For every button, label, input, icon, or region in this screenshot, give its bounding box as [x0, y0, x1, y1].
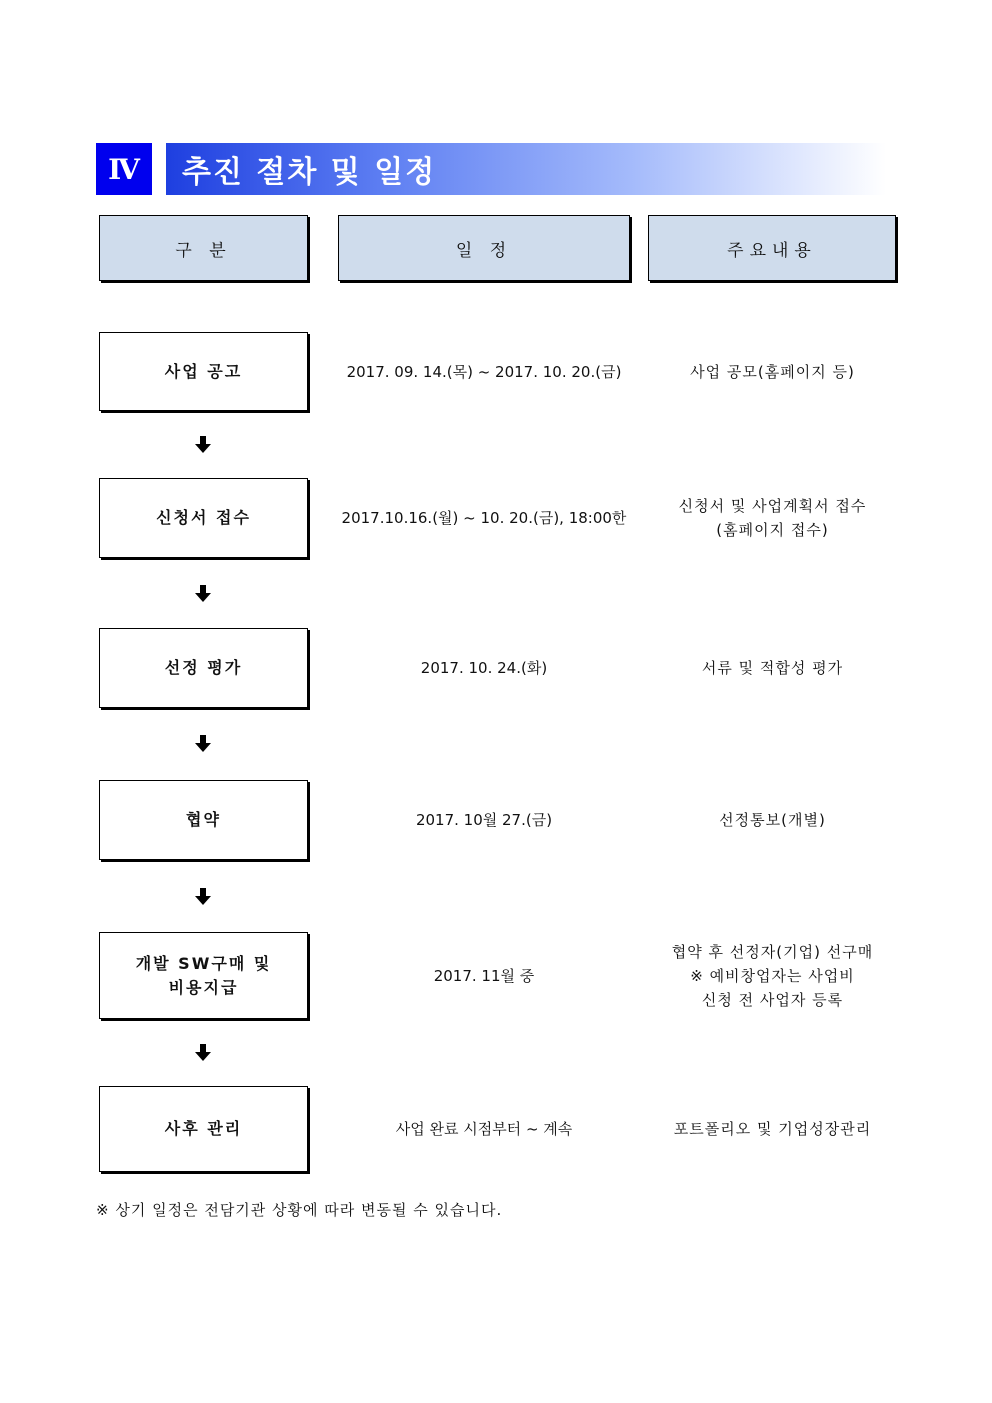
schedule-followup: 사업 완료 시점부터 ~ 계속 [395, 1120, 573, 1138]
down-arrow-icon [194, 436, 212, 454]
footnote: ※ 상기 일정은 전담기관 상황에 따라 변동될 수 있습니다. [96, 1201, 503, 1219]
header-schedule: 일 정 [338, 215, 630, 281]
schedule-evaluation: 2017. 10. 24.(화) [420, 659, 548, 677]
down-arrow-icon [194, 888, 212, 906]
step-box-application: 신청서 접수 [99, 478, 308, 558]
schedule-announcement: 2017. 09. 14.(목) ~ 2017. 10. 20.(금) [346, 362, 622, 381]
step-box-purchase: 개발 SW구매 및 비용지급 [99, 932, 308, 1019]
header-category: 구 분 [99, 215, 308, 281]
schedule-application: 2017.10.16.(월) ~ 10. 20.(금), 18:00한 [341, 509, 627, 527]
content-followup: 포트폴리오 및 기업성장관리 [673, 1120, 872, 1138]
step-box-agreement: 협약 [99, 780, 308, 860]
down-arrow-icon [194, 735, 212, 753]
section-header [96, 143, 886, 195]
content-evaluation: 서류 및 적합성 평가 [701, 659, 844, 677]
content-announcement: 사업 공모(홈페이지 등) [690, 362, 855, 381]
content-application: 신청서 및 사업계획서 접수 (홈페이지 접수) [678, 497, 867, 539]
step-box-announcement: 사업 공고 [99, 332, 308, 411]
step-box-followup: 사후 관리 [99, 1086, 308, 1172]
content-purchase: 협약 후 선정자(기업) 선구매 ※ 예비창업자는 사업비 신청 전 사업자 등록 [671, 942, 874, 1009]
content-agreement: 선정통보(개별) [719, 811, 826, 829]
section-title: 추진 절차 및 일정 [166, 143, 886, 195]
header-content: 주요내용 [648, 215, 896, 281]
section-number: Ⅳ [96, 143, 152, 195]
down-arrow-icon [194, 585, 212, 603]
schedule-agreement: 2017. 10월 27.(금) [415, 811, 553, 829]
down-arrow-icon [194, 1044, 212, 1062]
schedule-purchase: 2017. 11월 중 [433, 966, 535, 985]
step-box-evaluation: 선정 평가 [99, 628, 308, 708]
